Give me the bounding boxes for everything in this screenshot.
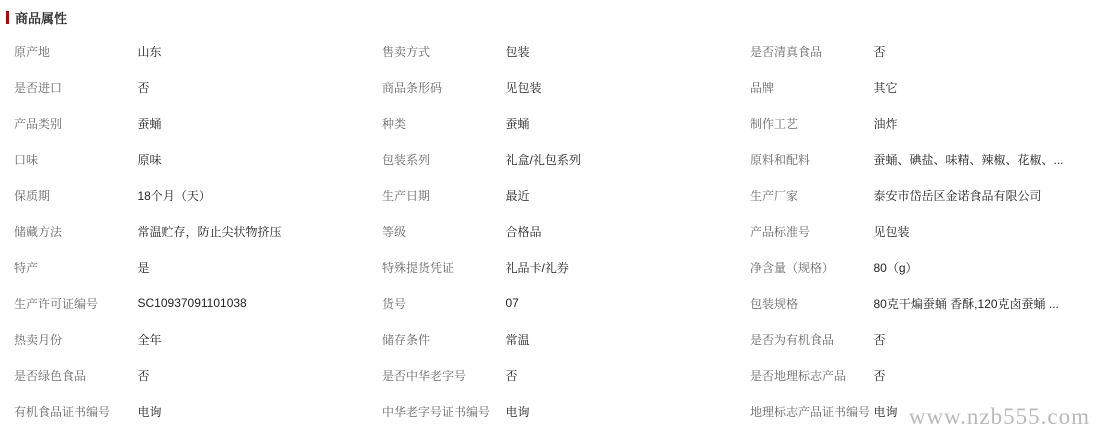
- table-row: [0, 321, 1098, 357]
- attribute-label: 是否中华老字号: [382, 368, 467, 383]
- table-body: [0, 33, 1098, 429]
- attribute-value: 蚕蛹、碘盐、味精、辣椒、花椒、...: [873, 152, 1064, 167]
- attribute-label: 是否地理标志产品: [750, 368, 847, 383]
- section-header: [0, 0, 1098, 33]
- attribute-value: 蚕蛹: [505, 116, 530, 131]
- attribute-label: 原产地: [14, 44, 51, 59]
- attribute-value: 原味: [137, 152, 162, 167]
- attribute-value: 否: [873, 44, 886, 59]
- attribute-value: 常温: [505, 332, 530, 347]
- attribute-value: 电询: [505, 404, 530, 419]
- product-attributes-table: [0, 33, 1098, 429]
- attribute-value: 礼盒/礼包系列: [505, 152, 581, 167]
- attribute-value: 见包装: [505, 80, 542, 95]
- attribute-label: 生产许可证编号: [14, 296, 99, 311]
- attribute-value: 电询: [137, 404, 162, 419]
- table-row: [0, 69, 1098, 105]
- attribute-value: 其它: [873, 80, 898, 95]
- table-row: [0, 141, 1098, 177]
- attribute-value: 否: [137, 80, 150, 95]
- accent-bar-icon: [6, 11, 9, 24]
- attribute-label: 产品类别: [14, 116, 63, 131]
- attribute-label: 售卖方式: [382, 44, 431, 59]
- attribute-label: 储藏方法: [14, 224, 63, 239]
- table-row: [0, 249, 1098, 285]
- attribute-value: 否: [505, 368, 518, 383]
- attribute-label: 保质期: [14, 188, 51, 203]
- attribute-value: 电询: [873, 404, 898, 419]
- attribute-value: 全年: [137, 332, 162, 347]
- table-row: [0, 33, 1098, 69]
- attribute-value: 油炸: [873, 116, 898, 131]
- attribute-value: 合格品: [505, 224, 542, 239]
- page-title: 商品属性: [15, 11, 68, 26]
- attribute-value: 最近: [505, 188, 530, 203]
- attribute-label: 地理标志产品证书编号: [750, 404, 871, 419]
- attribute-label: 品牌: [750, 80, 775, 95]
- table-row: [0, 357, 1098, 393]
- attribute-label: 口味: [14, 152, 39, 167]
- attribute-value: 包装: [505, 44, 530, 59]
- attribute-label: 净含量（规格）: [750, 260, 835, 275]
- attribute-label: 种类: [382, 116, 407, 131]
- attribute-label: 包装规格: [750, 296, 799, 311]
- attribute-value: 80克干煸蚕蛹 香酥,120克卤蚕蛹 ...: [873, 296, 1059, 311]
- attribute-label: 是否为有机食品: [750, 332, 835, 347]
- attribute-value: 07: [505, 296, 519, 310]
- attribute-label: 有机食品证书编号: [14, 404, 111, 419]
- attribute-label: 产品标准号: [750, 224, 811, 239]
- attribute-value: 蚕蛹: [137, 116, 162, 131]
- attribute-value: SC10937091101038: [137, 296, 247, 310]
- attribute-value: 泰安市岱岳区金诺食品有限公司: [873, 188, 1042, 203]
- attribute-label: 特殊提货凭证: [382, 260, 455, 275]
- attribute-value: 18个月（天）: [137, 188, 211, 203]
- attribute-label: 特产: [14, 260, 39, 275]
- attribute-value: 见包装: [873, 224, 910, 239]
- attribute-value: 常温贮存，防止尖状物挤压: [137, 224, 282, 239]
- attribute-value: 否: [873, 368, 886, 383]
- attribute-label: 生产厂家: [750, 188, 799, 203]
- attribute-value: 是: [137, 260, 150, 275]
- attribute-label: 生产日期: [382, 188, 431, 203]
- table-row: [0, 105, 1098, 141]
- attribute-value: 山东: [137, 44, 162, 59]
- table-row: [0, 177, 1098, 213]
- attribute-label: 热卖月份: [14, 332, 63, 347]
- attribute-label: 原料和配料: [750, 152, 811, 167]
- site-watermark: www.nzb555.com: [908, 404, 1090, 429]
- attribute-value: 80（g）: [873, 260, 918, 275]
- attribute-value: 否: [873, 332, 886, 347]
- attribute-value: 礼品卡/礼券: [505, 260, 569, 275]
- attribute-label: 货号: [382, 296, 407, 311]
- attribute-value: 否: [137, 368, 150, 383]
- attribute-label: 制作工艺: [750, 116, 799, 131]
- attribute-label: 等级: [382, 224, 407, 239]
- attribute-label: 是否进口: [14, 80, 63, 95]
- attribute-label: 包装系列: [382, 152, 431, 167]
- attribute-label: 储存条件: [382, 332, 431, 347]
- attribute-label: 商品条形码: [382, 80, 443, 95]
- table-row: [0, 285, 1098, 321]
- attribute-label: 中华老字号证书编号: [382, 404, 491, 419]
- attribute-label: 是否绿色食品: [14, 368, 87, 383]
- attribute-label: 是否清真食品: [750, 44, 823, 59]
- table-row: [0, 213, 1098, 249]
